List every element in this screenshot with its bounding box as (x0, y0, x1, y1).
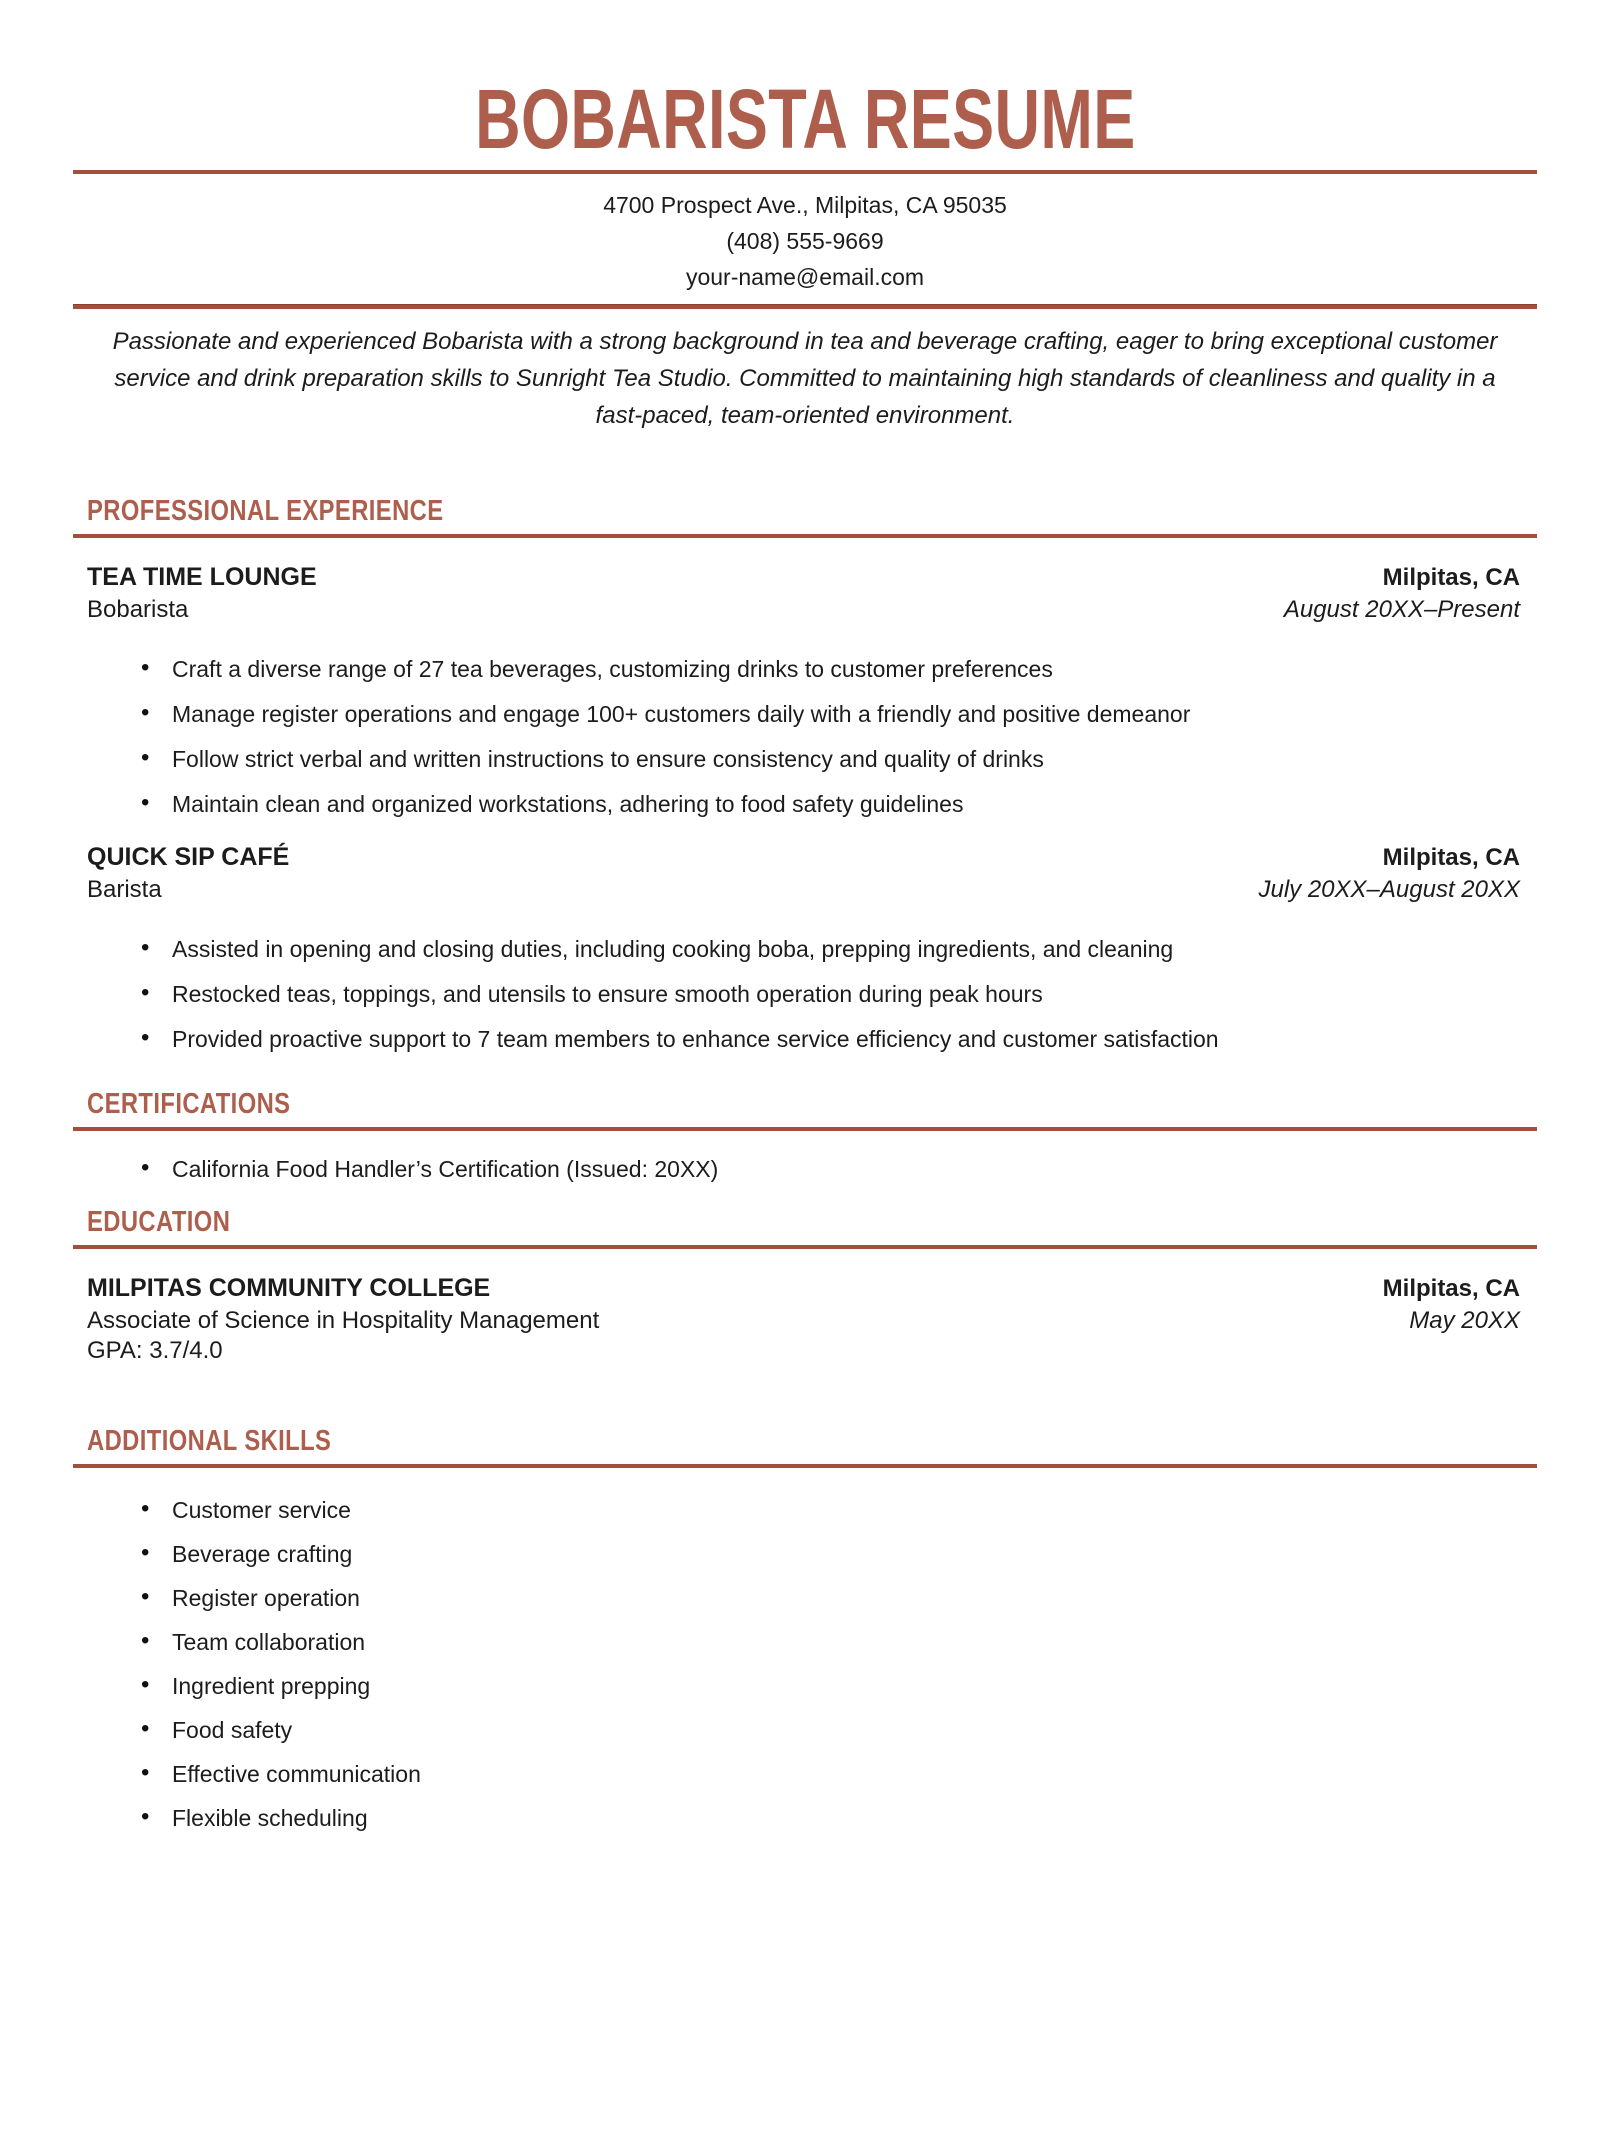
contact-divider (73, 304, 1537, 309)
bullet-item: • Follow strict verbal and written instructions to ensure consistency and quality of drinks (87, 745, 1520, 773)
section-heading-experience: PROFESSIONAL EXPERIENCE (87, 495, 444, 527)
experience-section (73, 560, 1537, 1053)
skill-item: • Effective communication (87, 1760, 1520, 1788)
education-entry (87, 1271, 1520, 1366)
certification-list (87, 1155, 1520, 1183)
job-header-row (87, 840, 1520, 875)
job-title: Barista (87, 876, 162, 903)
job-bullet-list (87, 935, 1520, 1053)
skills-list (87, 1496, 1520, 1832)
gpa-line: GPA: 3.7/4.0 (87, 1337, 223, 1364)
job-subheader-row (87, 595, 1520, 625)
header-divider (73, 170, 1537, 174)
skill-item: • Food safety (87, 1716, 1520, 1744)
degree-name: Associate of Science in Hospitality Management (87, 1307, 600, 1334)
job-location: Milpitas, CA (1382, 844, 1520, 871)
job-entry (87, 560, 1520, 818)
section-divider (73, 534, 1537, 538)
skills-section (73, 1496, 1537, 1832)
resume-page (0, 72, 1600, 2148)
contact-phone: (408) 555-9669 (726, 228, 884, 254)
school-name: MILPITAS COMMUNITY COLLEGE (87, 1274, 491, 1302)
job-dates: August 20XX–Present (1283, 596, 1520, 623)
bullet-item: • California Food Handler’s Certification (Issued: 20XX) (87, 1155, 1520, 1183)
page-title: BOBARISTA RESUME (474, 72, 1136, 166)
skill-item: • Customer service (87, 1496, 1520, 1524)
skill-item: • Beverage crafting (87, 1540, 1520, 1568)
section-divider (73, 1464, 1537, 1468)
section-divider (73, 1245, 1537, 1249)
company-name: QUICK SIP CAFÉ (87, 843, 290, 871)
skill-item: • Flexible scheduling (87, 1804, 1520, 1832)
school-location: Milpitas, CA (1382, 1275, 1520, 1302)
bullet-item: • Provided proactive support to 7 team members to enhance service efficiency and customer satisfaction (87, 1025, 1520, 1053)
contact-block (73, 187, 1537, 295)
education-subheader-row (87, 1306, 1520, 1336)
summary-paragraph: Passionate and experienced Bobarista with a strong background in tea and beverage crafting, eager to bring exceptional customer service and drink preparation skills to Sunright Tea Studio. Committed to maintaining high standards of cleanliness and quality in a fast-paced, team-oriented environment. (112, 328, 1498, 429)
section-heading-education: EDUCATION (87, 1206, 231, 1238)
education-section (73, 1271, 1537, 1366)
section-heading-skills: ADDITIONAL SKILLS (87, 1425, 332, 1457)
skill-item: • Register operation (87, 1584, 1520, 1612)
job-location: Milpitas, CA (1382, 564, 1520, 591)
bullet-item: • Manage register operations and engage 100+ customers daily with a friendly and positive demeanor (87, 700, 1520, 728)
company-name: TEA TIME LOUNGE (87, 563, 317, 591)
certifications-section (73, 1155, 1537, 1183)
bullet-item: • Craft a diverse range of 27 tea beverages, customizing drinks to customer preferences (87, 655, 1520, 683)
contact-email: your-name@email.com (685, 264, 925, 290)
job-subheader-row (87, 875, 1520, 905)
skill-item: • Ingredient prepping (87, 1672, 1520, 1700)
job-title: Bobarista (87, 596, 189, 623)
bullet-item: • Maintain clean and organized workstations, adhering to food safety guidelines (87, 790, 1520, 818)
skill-item: • Team collaboration (87, 1628, 1520, 1656)
education-header-row (87, 1271, 1520, 1306)
header (73, 72, 1537, 166)
job-header-row (87, 560, 1520, 595)
job-entry (87, 840, 1520, 1053)
section-divider (73, 1127, 1537, 1131)
bullet-item: • Restocked teas, toppings, and utensils to ensure smooth operation during peak hours (87, 980, 1520, 1008)
bullet-item: • Assisted in opening and closing duties, including cooking boba, prepping ingredients, and cleaning (87, 935, 1520, 963)
graduation-date: May 20XX (1409, 1307, 1520, 1334)
section-heading-certifications: CERTIFICATIONS (87, 1088, 291, 1120)
contact-address: 4700 Prospect Ave., Milpitas, CA 95035 (603, 192, 1007, 218)
job-dates: July 20XX–August 20XX (1258, 876, 1520, 903)
job-bullet-list (87, 655, 1520, 818)
